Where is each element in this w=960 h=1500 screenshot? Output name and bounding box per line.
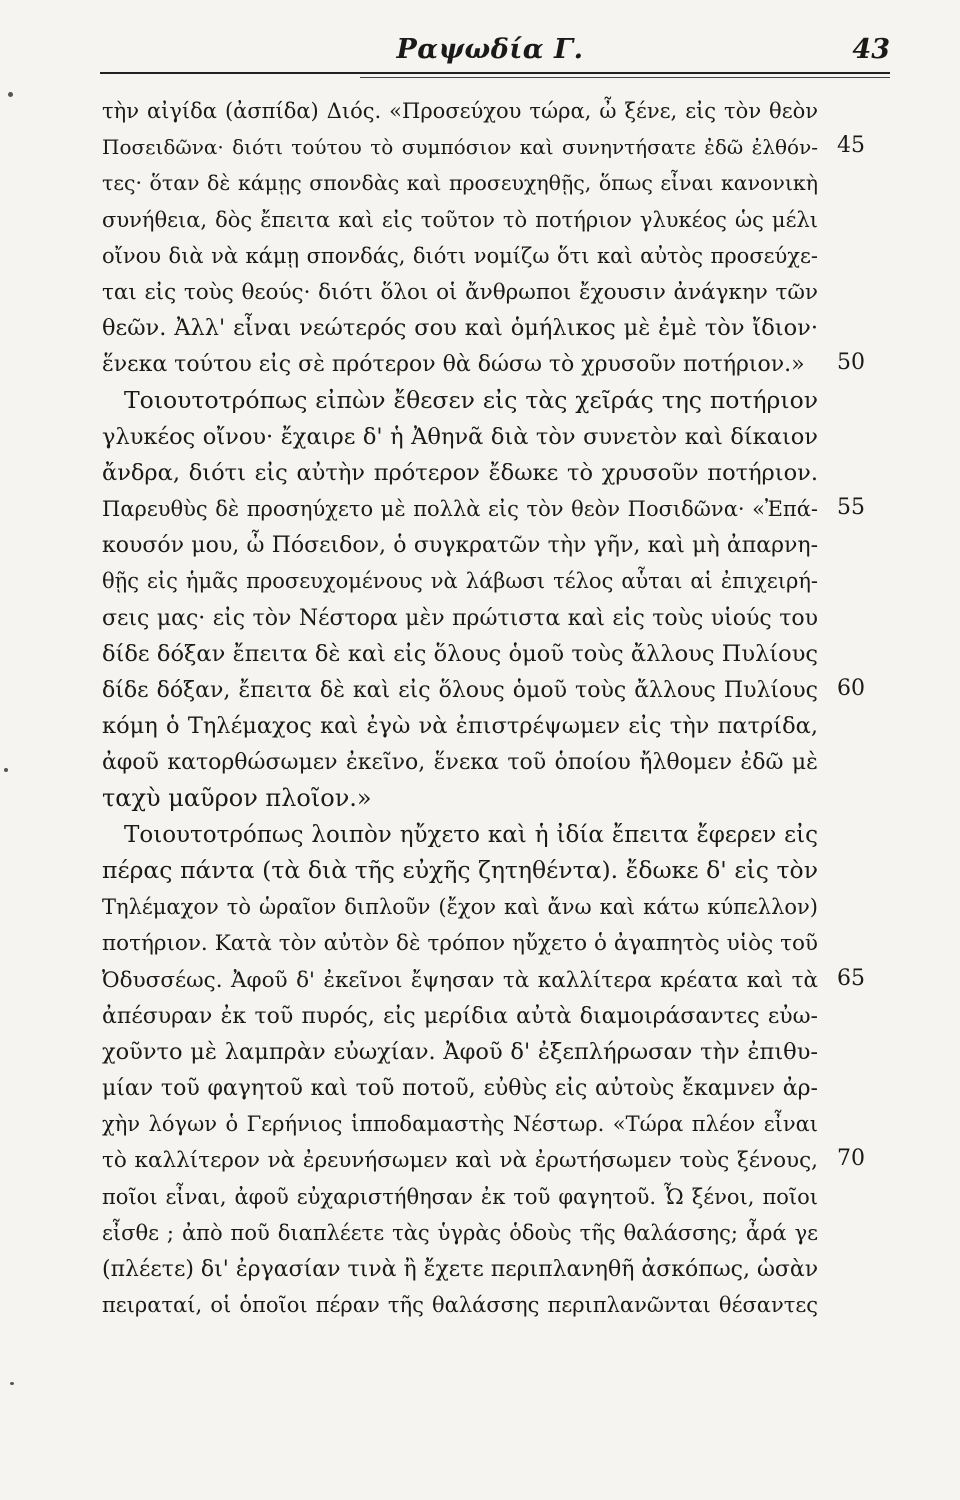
text-line [102, 92, 818, 128]
text-line [102, 707, 818, 743]
text-line [102, 1141, 865, 1177]
text-line-content: γλυκέος οἴνου· ἔχαιρε δ' ἡ Ἀθηνᾶ διὰ τὸν συνετὸν καὶ δίκαιον [102, 423, 818, 450]
text-line [102, 201, 818, 237]
line-number: 60 [837, 676, 865, 701]
header-rule-secondary [360, 77, 890, 78]
text-line [102, 490, 865, 526]
text-line [102, 671, 865, 707]
text-line-content: θεῶν. Ἀλλ' εἶναι νεώτερός σου καὶ ὁμήλικος μὲ ἐμὲ τὸν ἴδιον· [102, 315, 818, 342]
scan-speck [4, 768, 8, 772]
text-line-content: εἶσθε ; ἀπὸ ποῦ διαπλέετε τὰς ὑγρὰς ὁδοὺς τῆς θαλάσσης; ἆρά γε [102, 1220, 818, 1245]
text-line-content: ἀφοῦ κατορθώσωμεν ἐκεῖνο, ἕνεκα τοῦ ὁποίου ἤλθομεν ἐδῶ μὲ [102, 750, 818, 776]
text-line-content: πειραταί, οἱ ὁποῖοι πέραν τῆς θαλάσσης περιπλανῶνται θέσαντες [102, 1293, 818, 1318]
text-line-content: δίδε δόξαν, ἔπειτα δὲ καὶ εἰς ὅλους ὁμοῦ τοὺς ἄλλους Πυλίους [102, 678, 818, 703]
line-number: 65 [837, 965, 865, 991]
text-line-content: κουσόν μου, ὦ Πόσειδον, ὁ συγκρατῶν τὴν γῆν, καὶ μὴ ἀπαρνη- [102, 533, 818, 559]
text-line-content: συνήθεια, δὸς ἔπειτα καὶ εἰς τοῦτον τὸ ποτήριον γλυκέος ὡς μέλι [102, 207, 818, 232]
line-number: 45 [837, 133, 865, 159]
running-head [100, 34, 890, 74]
scan-speck [10, 1382, 14, 1385]
text-line-content: τὴν αἰγίδα (ἀσπίδα) Διός. «Προσεύχου τώρα, ὦ ξένε, εἰς τὸν θεὸν [102, 99, 818, 123]
text-line-content: Τοιουτοτρόπως λοιπὸν ηὔχετο καὶ ἡ ἰδία ἔπειτα ἔφερεν εἰς [124, 821, 818, 848]
text-line [102, 345, 865, 381]
line-number: 55 [837, 495, 865, 521]
header-rule [100, 72, 890, 74]
text-line [102, 309, 818, 345]
text-line-content: οἴνου διὰ νὰ κάμῃ σπονδάς, διότι νομίζω ὅτι καὶ αὐτὸς προσεύχε- [102, 243, 818, 268]
text-line [102, 816, 818, 852]
text-line-content: ἀπέσυραν ἐκ τοῦ πυρός, εἰς μερίδια αὐτὰ διαμοιράσαντες εὐω- [102, 1003, 818, 1029]
text-line [102, 780, 818, 816]
text-line [102, 635, 818, 671]
text-line-content: Τοιουτοτρόπως εἰπὼν ἔθεσεν εἰς τὰς χεῖράς της ποτήριον [124, 385, 818, 414]
text-line [102, 1033, 818, 1069]
text-line [102, 128, 865, 164]
text-line-content: τὸ καλλίτερον νὰ ἐρευνήσωμεν καὶ νὰ ἐρωτήσωμεν τοὺς ξένους, [102, 1148, 818, 1174]
text-line-content: (πλέετε) δι' ἐργασίαν τινὰ ἢ ἔχετε περιπλανηθῆ ἀσκόπως, ὡσὰν [102, 1257, 819, 1282]
text-line-content: πέρας πάντα (τὰ διὰ τῆς εὐχῆς ζητηθέντα). ἔδωκε δ' εἰς τὸν [102, 855, 818, 884]
text-line-content: θῇς εἰς ἡμᾶς προσευχομένους νὰ λάβωσι τέλος αὗται αἱ ἐπιχειρή- [102, 569, 818, 594]
text-line [102, 997, 818, 1033]
text-line-content: μίαν τοῦ φαγητοῦ καὶ τοῦ ποτοῦ, εὐθὺς εἰς αὐτοὺς ἔκαμνεν ἀρ- [102, 1076, 818, 1102]
page-number: 43 [852, 34, 890, 65]
text-line-content: Παρευθὺς δὲ προσηύχετο μὲ πολλὰ εἰς τὸν θεὸν Ποσιδῶνα· «Ἐπά- [102, 497, 818, 522]
text-line [102, 562, 818, 598]
page-title: Ραψωδία Γ. [396, 34, 584, 65]
text-line [102, 888, 818, 924]
text-line-content: ποτήριον. Κατὰ τὸν αὐτὸν δὲ τρόπον ηὔχετο ὁ ἀγαπητὸς υἱὸς τοῦ [102, 931, 818, 957]
scan-speck [8, 92, 13, 97]
text-line [102, 164, 818, 200]
text-line [102, 743, 818, 779]
line-number: 50 [837, 350, 865, 376]
text-line-content: χοῦντο μὲ λαμπρὰν εὐωχίαν. Ἀφοῦ δ' ἐξεπλήρωσαν τὴν ἐπιθυ- [102, 1038, 818, 1065]
text-line [102, 1105, 818, 1141]
text-line-content: σεις μας· εἰς τὸν Νέστορα μὲν πρώτιστα καὶ εἰς τοὺς υἱούς του [102, 605, 818, 631]
text-line-content: ποῖοι εἶναι, ἀφοῦ εὐχαριστήθησαν ἐκ τοῦ φαγητοῦ. Ὦ ξένοι, ποῖοι [102, 1184, 818, 1209]
text-line-content: ταχὺ μαῦρον πλοῖον.» [102, 783, 372, 812]
text-line-content: χὴν λόγων ὁ Γερήνιος ἱπποδαμαστὴς Νέστωρ. «Τώρα πλέον εἶναι [102, 1112, 818, 1137]
text-line [102, 924, 818, 960]
text-line-content: Τηλέμαχον τὸ ὡραῖον διπλοῦν (ἔχον καὶ ἄνω καὶ κάτω κύπελλον) [102, 895, 818, 920]
text-line-content: Ὀδυσσέως. Ἀφοῦ δ' ἐκεῖνοι ἔψησαν τὰ καλλίτερα κρέατα καὶ τὰ [102, 967, 818, 993]
text-line [102, 418, 818, 454]
text-line [102, 1286, 818, 1322]
text-line [102, 1069, 818, 1105]
text-line [102, 273, 818, 309]
text-line-content: ἕνεκα τούτου εἰς σὲ πρότερον θὰ δώσω τὸ χρυσοῦν ποτήριον.» [102, 352, 805, 378]
text-line-content: Ποσειδῶνα· διότι τούτου τὸ συμπόσιον καὶ συνηντήσατε ἐδῶ ἐλθόν- [102, 135, 818, 160]
text-line [102, 1214, 818, 1250]
text-line [102, 1250, 818, 1286]
text-line [102, 382, 818, 418]
text-line [102, 1178, 818, 1214]
text-line [102, 526, 818, 562]
text-line-content: τες· ὅταν δὲ κάμῃς σπονδὰς καὶ προσευχηθῇς, ὅπως εἶναι κανονικὴ [102, 171, 818, 196]
text-body [102, 92, 865, 1322]
text-line [102, 852, 818, 888]
text-line [102, 454, 818, 490]
text-line-content: ἄνδρα, διότι εἰς αὐτὴν πρότερον ἔδωκε τὸ χρυσοῦν ποτήριον. [102, 459, 818, 486]
text-line [102, 237, 818, 273]
text-line [102, 599, 818, 635]
line-number: 70 [837, 1146, 865, 1172]
text-line-content: κόμη ὁ Τηλέμαχος καὶ ἐγὼ νὰ ἐπιστρέψωμεν εἰς τὴν πατρίδα, [102, 713, 818, 740]
text-line-content: ται εἰς τοὺς θεούς· διότι ὅλοι οἱ ἄνθρωποι ἔχουσιν ἀνάγκην τῶν [102, 279, 818, 305]
text-line [102, 961, 865, 997]
text-line-content: δίδε δόξαν ἔπειτα δὲ καὶ εἰς ὅλους ὁμοῦ τοὺς ἄλλους Πυλίους [102, 640, 818, 667]
